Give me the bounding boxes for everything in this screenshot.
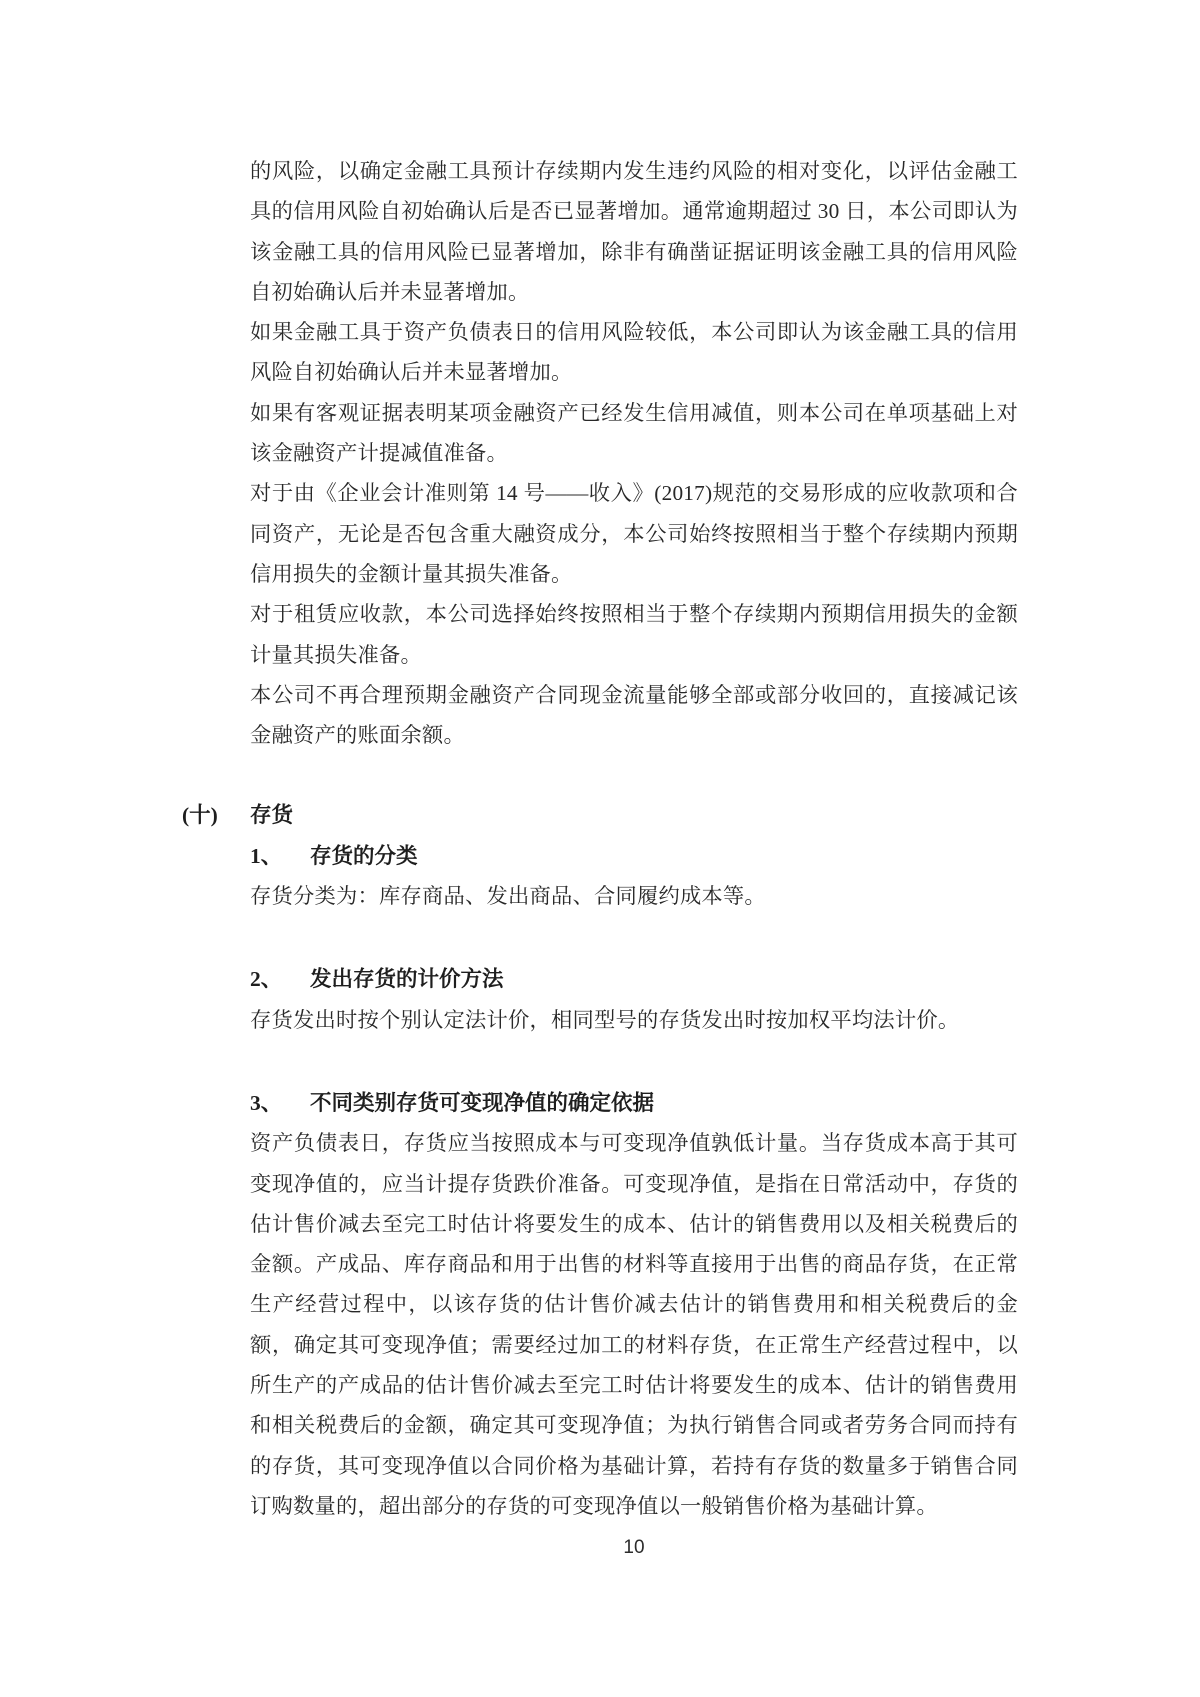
subsection-body: 存货分类为：库存商品、发出商品、合同履约成本等。: [250, 884, 766, 909]
subsection-number: 2、: [250, 967, 283, 992]
page-number: 10: [623, 1537, 645, 1558]
subsection-heading: [250, 836, 1018, 876]
subsection-number: 3、: [250, 1090, 283, 1115]
subsection-title: 不同类别存货可变现净值的确定依据: [310, 1090, 655, 1115]
text-column: [182, 151, 1018, 1526]
section-title: 存货: [250, 803, 294, 828]
subsection-number: 1、: [250, 843, 283, 868]
paragraph: 对于租赁应收款，本公司选择始终按照相当于整个存续期内预期信用损失的金额计量其损失准备。: [250, 602, 1018, 667]
subsection-heading: [250, 1083, 1018, 1123]
section-heading: [182, 795, 1018, 835]
paragraph: 对于由《企业会计准则第 14 号——收入》(2017)规范的交易形成的应收款项和合同资产，无论是否包含重大融资成分，本公司始终按照相当于整个存续期内预期信用损失的金额计量其损失准备。: [250, 481, 1018, 586]
subsection-heading: [250, 959, 1018, 999]
subsection-body: 存货发出时按个别认定法计价，相同型号的存货发出时按加权平均法计价。: [250, 1007, 960, 1032]
section-marker: (十): [182, 803, 218, 828]
paragraph: 如果金融工具于资产负债表日的信用风险较低，本公司即认为该金融工具的信用风险自初始确认后并未显著增加。: [250, 320, 1018, 385]
subsection-title: 存货的分类: [310, 843, 418, 868]
paragraph: 本公司不再合理预期金融资产合同现金流量能够全部或部分收回的，直接减记该金融资产的账面余额。: [250, 682, 1018, 748]
paragraph: 的风险，以确定金融工具预计存续期内发生违约风险的相对变化，以评估金融工具的信用风险自初始确认后是否已显著增加。通常逾期超过 30 日，本公司即认为该金融工具的信用风险已显著增加，除非有确凿证据证明该金融工具的信用风险自初始确认后并未显著增加。: [250, 159, 1018, 304]
subsection-body: 资产负债表日，存货应当按照成本与可变现净值孰低计量。当存货成本高于其可变现净值的，应当计提存货跌价准备。可变现净值，是指在日常活动中，存货的估计售价减去至完工时估计将要发生的成本、估计的销售费用以及相关税费后的金额。产成品、库存商品和用于出售的材料等直接用于出售的商品存货，在正常生产经营过程中，以该存货的估计售价减去估计的销售费用和相关税费后的金额，确定其可变现净值；需要经过加工的材料存货，在正常生产经营过程中，以所生产的产成品的估计售价减去至完工时估计将要发生的成本、估计的销售费用和相关税费后的金额，确定其可变现净值；为执行销售合同或者劳务合同而持有的存货，其可变现净值以合同价格为基础计算，若持有存货的数量多于销售合同订购数量的，超出部分的存货的可变现净值以一般销售价格为基础计算。: [250, 1131, 1018, 1518]
paragraph: 如果有客观证据表明某项金融资产已经发生信用减值，则本公司在单项基础上对该金融资产计提减值准备。: [250, 400, 1018, 466]
subsection-title: 发出存货的计价方法: [310, 967, 504, 992]
